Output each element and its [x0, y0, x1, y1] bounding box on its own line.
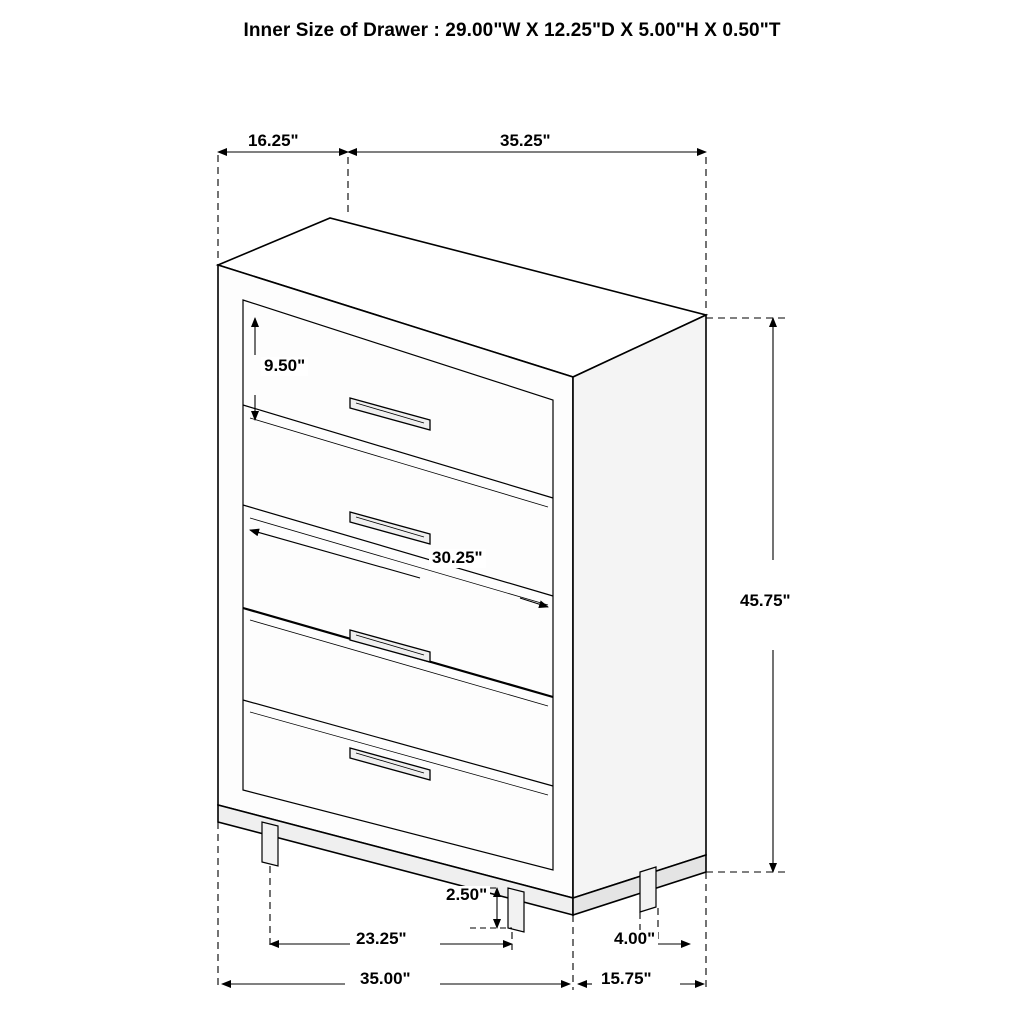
- page-title: Inner Size of Drawer : 29.00"W X 12.25"D X 5.00"H X 0.50"T: [243, 20, 781, 41]
- dimension-overall-height: 45.75": [737, 591, 794, 611]
- dimension-top-width: 35.25": [497, 132, 554, 151]
- dimension-inner-width: 30.25": [429, 549, 486, 568]
- dimension-foot-span: 23.25": [353, 930, 410, 949]
- dimension-base-depth: 15.75": [598, 970, 655, 989]
- dimension-drawer-height: 9.50": [261, 357, 308, 376]
- dimension-top-depth: 16.25": [245, 132, 302, 151]
- chest-body: [218, 218, 706, 932]
- dimension-base-width: 35.00": [357, 970, 414, 989]
- dimension-leg-height: 2.50": [443, 886, 490, 905]
- dimension-foot-depth: 4.00": [611, 930, 658, 949]
